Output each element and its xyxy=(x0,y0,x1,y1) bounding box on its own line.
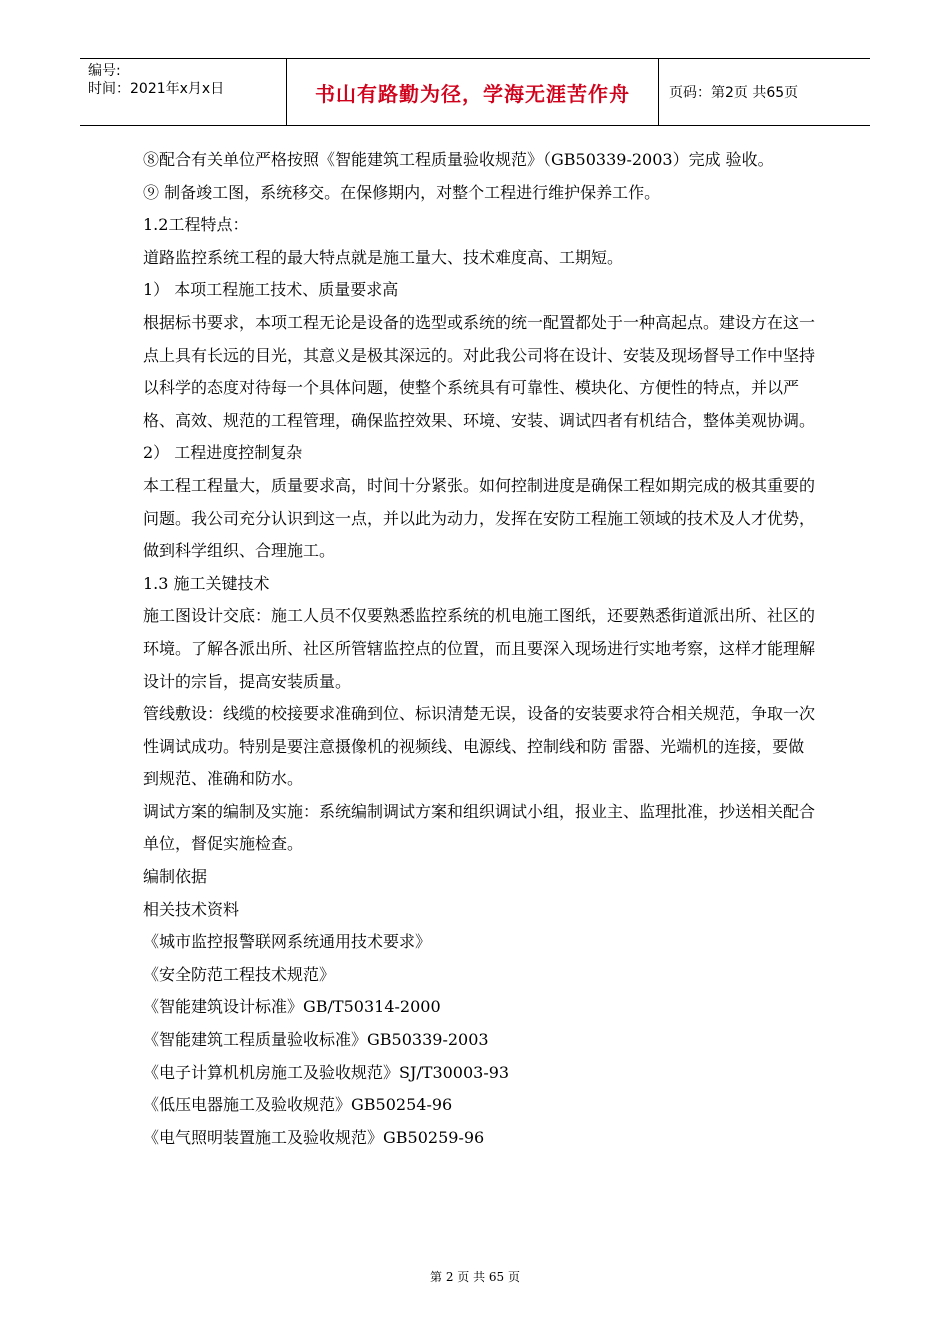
document-body xyxy=(143,144,815,1154)
section-heading: 编制依据 xyxy=(143,867,208,887)
header-meta xyxy=(80,59,286,125)
page-footer: 第 2 页 共 65 页 xyxy=(430,1270,520,1284)
reference-item: 《安全防范工程技术规范》 xyxy=(143,964,336,984)
paragraph: 道路监控系统工程的最大特点就是施工量大、技术难度高、工期短。 xyxy=(143,247,624,267)
paragraph: 施工图设计交底：施工人员不仅要熟悉监控系统的机电施工图纸，还要熟悉街道派出所、社区的环境。了解各派出所、社区所管辖监控点的位置，而且要深入现场进行实地考察，这样才能理解设计的宗旨，提高安装质量。 xyxy=(143,606,816,691)
header-page-info: 页码：第2页 共65页 xyxy=(669,85,799,101)
section-heading: 1.3 施工关键技术 xyxy=(143,573,270,593)
reference-item: 《电子计算机机房施工及验收规范》SJ/T30003-93 xyxy=(143,1062,510,1082)
paragraph: 调试方案的编制及实施：系统编制调试方案和组织调试小组，报业主、监理批准，抄送相关配合单位，督促实施检查。 xyxy=(143,801,816,854)
section-heading: 1.2工程特点： xyxy=(143,215,249,235)
paragraph: ⑨ 制备竣工图，系统移交。在保修期内，对整个工程进行维护保养工作。 xyxy=(143,182,661,202)
header-motto: 书山有路勤为径，学海无涯苦作舟 xyxy=(286,59,659,125)
paragraph: ⑧配合有关单位严格按照《智能建筑工程质量验收规范》（GB50339-2003）完成 验收。 xyxy=(143,150,774,169)
reference-item: 《智能建筑设计标准》GB/T50314-2000 xyxy=(143,997,441,1017)
subsection-heading: 1） 本项工程施工技术、质量要求高 xyxy=(143,280,399,300)
document-number-label: 编号: xyxy=(88,63,121,79)
subsection-heading: 2） 工程进度控制复杂 xyxy=(143,443,303,463)
reference-item: 《低压电器施工及验收规范》GB50254-96 xyxy=(143,1095,453,1115)
paragraph: 相关技术资料 xyxy=(143,899,240,919)
reference-item: 《城市监控报警联网系统通用技术要求》 xyxy=(143,932,432,952)
page-header xyxy=(80,58,870,126)
reference-item: 《电气照明装置施工及验收规范》GB50259-96 xyxy=(143,1127,485,1147)
reference-item: 《智能建筑工程质量验收标准》GB50339-2003 xyxy=(143,1030,489,1050)
document-time: 时间：2021年x月x日 xyxy=(88,81,225,97)
paragraph: 管线敷设：线缆的校接要求准确到位、标识清楚无误，设备的安装要求符合相关规范，争取一次性调试成功。特别是要注意摄像机的视频线、电源线、控制线和防 雷器、光端机的连接，要做到规范、准确和防水。 xyxy=(143,704,816,789)
paragraph: 根据标书要求，本项工程无论是设备的选型或系统的统一配置都处于一种高起点。建设方在这一点上具有长远的目光，其意义是极其深远的。对此我公司将在设计、安装及现场督导工作中坚持以科学的态度对待每一个具体问题，使整个系统具有可靠性、模块化、方便性的特点，并以严格、高效、规范的工程管理，确保监控效果、环境、安装、调试四者有机结合，整体美观协调。 xyxy=(143,312,816,430)
paragraph: 本工程工程量大，质量要求高，时间十分紧张。如何控制进度是确保工程如期完成的极其重要的问题。我公司充分认识到这一点，并以此为动力，发挥在安防工程施工领域的技术及人才优势，做到科学组织、合理施工。 xyxy=(143,475,816,561)
